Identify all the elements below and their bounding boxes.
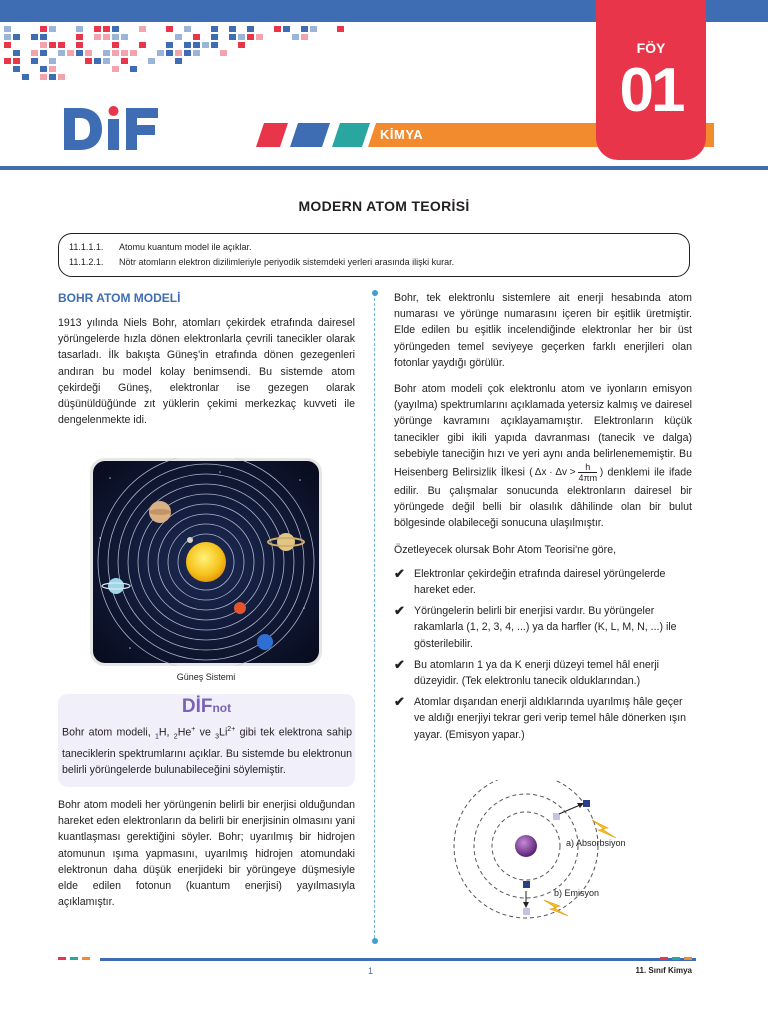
pixel-dot xyxy=(211,42,218,48)
pixel-dot xyxy=(103,34,110,40)
objective-text: Nötr atomların elektron dizilimleriyle periyodik sistemdeki yerleri arasında ilişki kurar. xyxy=(119,257,455,267)
pixel-dot xyxy=(247,26,254,32)
pixel-dot xyxy=(283,26,290,32)
quantization-paragraph: Bohr atom modeli her yörüngenin belirli bir enerjisi olduğundan hareket eden elektronların da belirli bir enerjisinin olmasını yani kuantlaşması gerektiğini söyler. Bohr; uyarılmış bir hidrojen atomunun ışıma yapmasını, uyarılmış hidrojen atomundaki elektronun daha düşük enerjideki bir yörüngeye düşmesiyle elde edilen fotonun (kuantum enerjisi) yayılmasıyla açıklamıştır. xyxy=(58,799,355,909)
pixel-dot xyxy=(40,42,47,48)
absorption-label: a) Absorbsiyon xyxy=(566,838,626,848)
page-title: MODERN ATOM TEORİSİ xyxy=(298,198,470,214)
pixel-dot xyxy=(112,50,119,56)
pixel-dot xyxy=(193,50,200,56)
pixel-dot xyxy=(49,26,56,32)
pixel-dot xyxy=(40,74,47,80)
difnot-logo-main: DİF xyxy=(181,696,213,717)
pixel-dot xyxy=(112,42,119,48)
red-pill-shape xyxy=(256,123,288,147)
pixel-dot xyxy=(22,74,29,80)
pixel-dot xyxy=(256,34,263,40)
energy-paragraph: Bohr, tek elektronlu sistemlere ait enerji hesabında atom numarası ve yörünge numarasını içeren bir eşitlik üretmiştir. Elde edilen bu eşitlik incelendiğinde elektronlar her bir üst yörüngeden temel seviyeye geçerken farklı enerjileri olan fotonlar yaydığı görülür. xyxy=(394,292,692,369)
pixel-dot xyxy=(148,58,155,64)
pixel-dot xyxy=(76,26,83,32)
difnot-text-part: Bohr atom modeli, xyxy=(62,726,155,739)
hydrogen-symbol: H, xyxy=(158,726,174,739)
pixel-dot xyxy=(112,66,119,72)
section-title: BOHR ATOM MODELİ xyxy=(58,291,181,305)
pixel-dot xyxy=(112,26,119,32)
uncertainty-paragraph xyxy=(394,381,692,532)
uncertainty-equation: ( Δx · Δv > $\frac{h}{4\pi m}$ ) xyxy=(529,462,604,484)
pixel-dot xyxy=(103,50,110,56)
difnot-logo-suffix: not xyxy=(212,701,232,715)
pixel-dot xyxy=(40,50,47,56)
emission-label: b) Emisyon xyxy=(554,888,600,898)
pixel-dot xyxy=(49,42,56,48)
left-paragraph-2-wrapper xyxy=(58,797,355,910)
equation-fraction xyxy=(578,462,597,483)
difnot-text-part: gibi tek elektrona sahip taneciklerin spektrumlarını açıklar. Bu sistemde bu elektronun belirli yörüngelerde bulunabileceğini söylemiştir. xyxy=(62,726,353,777)
pixel-dot xyxy=(157,50,164,56)
difnot-box xyxy=(58,694,355,787)
right-column xyxy=(394,290,692,748)
pixel-dot xyxy=(94,26,101,32)
difnot-text xyxy=(62,722,352,778)
pixel-dot xyxy=(94,58,101,64)
objective-code: 11.1.2.1. xyxy=(69,257,104,267)
pixel-dot xyxy=(4,58,11,64)
list-item xyxy=(394,603,692,652)
pixel-dot xyxy=(139,42,146,48)
pixel-dot xyxy=(229,34,236,40)
lithium-atomic-number: 3 xyxy=(215,733,220,741)
dif-logo xyxy=(62,104,162,154)
subject-label: KİMYA xyxy=(380,127,424,142)
check-icon: ✔ xyxy=(394,656,405,672)
pixel-dot xyxy=(13,34,20,40)
pixel-dot xyxy=(58,50,65,56)
pixel-dot xyxy=(49,74,56,80)
pixel-dot xyxy=(49,58,56,64)
pixel-dot xyxy=(274,26,281,32)
foy-tab xyxy=(596,0,706,160)
pixel-dot xyxy=(31,58,38,64)
image-caption: Güneş Sistemi xyxy=(176,672,236,682)
pixel-dot xyxy=(202,42,209,48)
list-item xyxy=(394,657,692,689)
pixel-dot xyxy=(130,50,137,56)
pixel-dot xyxy=(310,26,317,32)
pixel-dot xyxy=(175,58,182,64)
equation-numerator: h xyxy=(578,462,597,473)
pixel-dot xyxy=(85,58,92,64)
divider-dot-bottom xyxy=(372,938,378,944)
pixel-dot xyxy=(193,42,200,48)
pixel-dot xyxy=(184,26,191,32)
pixel-dot xyxy=(31,34,38,40)
pixel-dot xyxy=(211,26,218,32)
pixel-dot xyxy=(238,42,245,48)
pixel-dot xyxy=(301,34,308,40)
footer-dash-right xyxy=(660,956,700,962)
teal-pill-shape xyxy=(332,123,370,147)
pixel-dot xyxy=(76,42,83,48)
list-item xyxy=(394,694,692,743)
pixel-dot xyxy=(58,42,65,48)
pixel-dot xyxy=(103,26,110,32)
foy-number: 01 xyxy=(619,56,683,125)
pixel-dot xyxy=(4,34,11,40)
check-icon: ✔ xyxy=(394,565,405,581)
check-icon: ✔ xyxy=(394,603,405,619)
objective-code: 11.1.1.1. xyxy=(69,242,104,252)
difnot-logo xyxy=(58,696,355,718)
pixel-dot xyxy=(13,66,20,72)
objective-item xyxy=(69,255,689,270)
page-number: 1 xyxy=(368,966,374,976)
pixel-dot xyxy=(193,34,200,40)
pixel-dot xyxy=(175,34,182,40)
pixel-dot xyxy=(121,58,128,64)
objectives-box xyxy=(58,233,690,277)
pixel-dot xyxy=(238,34,245,40)
equation-denominator: 4πm xyxy=(578,473,598,484)
column-divider xyxy=(374,293,375,943)
objective-item xyxy=(69,240,689,255)
list-item xyxy=(394,566,692,598)
solar-system-image xyxy=(90,458,322,666)
objective-text: Atomu kuantum model ile açıklar. xyxy=(119,242,252,252)
pixel-dot xyxy=(13,58,20,64)
left-column xyxy=(58,290,355,428)
pixel-dot xyxy=(121,34,128,40)
pixel-dot xyxy=(337,26,344,32)
nucleus-shape xyxy=(515,835,537,857)
sun-shape xyxy=(186,542,226,582)
list-item-text: Yörüngelerin belirli bir enerjisi vardır. Bu yörüngeler rakamlarla (1, 2, 3, 4, ...) ya da harfler (K, L, M, N, ...) ile gösterilebilir. xyxy=(414,605,677,650)
pixel-dot xyxy=(166,42,173,48)
pixel-dot xyxy=(67,50,74,56)
uncertainty-text-a: Bohr atom modeli çok elektronlu atom ve iyonların emisyon (yayılma) spektrumlarını açıklamada yetersiz kalmış ve dairesel yörünge kavramını açıklayamamıştır. Elektronların küçük tanecikler gibi ikili yapıda davranması (tanecik ve dalga) sebebiyle taneciğin hızı ve yeri aynı anda belirlenememiştir. Bu Heisenberg Belirsizlik İlkesi xyxy=(394,383,692,479)
pixel-dot xyxy=(121,50,128,56)
pixel-dot xyxy=(175,50,182,56)
pixel-dot xyxy=(301,26,308,32)
list-item-text: Atomlar dışarıdan enerji aldıklarında uyarılmış hâle geçer ve aldığı enerjiyi tekrar geri verip temel hâle dönerken ışın yayar. (Emisyon yapar.) xyxy=(414,696,687,741)
helium-symbol: He xyxy=(177,726,192,739)
decorative-pixel-pattern xyxy=(0,22,340,82)
check-icon: ✔ xyxy=(394,694,405,710)
pixel-dot xyxy=(220,50,227,56)
difnot-text-part: ve xyxy=(195,726,216,739)
pixel-dot xyxy=(211,34,218,40)
pixel-dot xyxy=(184,50,191,56)
pixel-dot xyxy=(166,26,173,32)
pixel-dot xyxy=(49,66,56,72)
summary-intro: Özetleyecek olursak Bohr Atom Teorisi'ne göre, xyxy=(394,543,617,556)
pixel-dot xyxy=(76,50,83,56)
pixel-dot xyxy=(31,50,38,56)
pixel-dot xyxy=(166,50,173,56)
pixel-dot xyxy=(40,66,47,72)
helium-atomic-number: 2 xyxy=(173,733,178,741)
pixel-dot xyxy=(4,26,11,32)
bohr-postulates-list xyxy=(394,566,692,743)
pixel-dot xyxy=(103,58,110,64)
helium-charge: + xyxy=(191,726,196,733)
divider-dot-top xyxy=(372,290,378,296)
pixel-dot xyxy=(40,34,47,40)
footer-line xyxy=(100,958,696,961)
pixel-dot xyxy=(40,26,47,32)
pixel-dot xyxy=(112,34,119,40)
hydrogen-atomic-number: 1 xyxy=(154,733,159,741)
pixel-dot xyxy=(139,26,146,32)
foy-label: FÖY xyxy=(636,40,666,56)
pixel-dot xyxy=(229,26,236,32)
pixel-dot xyxy=(184,42,191,48)
pixel-dot xyxy=(58,74,65,80)
pixel-dot xyxy=(94,34,101,40)
list-item-text: Bu atomların 1 ya da K enerji düzeyi temel hâl enerji düzeyidir. (Tek elektronlu tanecik olduklarından.) xyxy=(414,658,659,688)
pixel-dot xyxy=(292,34,299,40)
list-item-text: Elektronlar çekirdeğin etrafında dairesel yörüngelerde hareket eder. xyxy=(414,567,666,597)
footer-grade-label: 11. Sınıf Kimya xyxy=(635,966,692,975)
pixel-dot xyxy=(4,42,11,48)
header-divider xyxy=(0,166,768,170)
lithium-charge: 2+ xyxy=(227,726,236,733)
pixel-dot xyxy=(247,34,254,40)
footer-dash-left xyxy=(58,956,98,962)
pixel-dot xyxy=(85,50,92,56)
dif-logo-graphic xyxy=(62,104,162,154)
pixel-dot xyxy=(13,50,20,56)
pixel-dot xyxy=(76,34,83,40)
atom-absorption-emission-diagram xyxy=(432,780,662,930)
lithium-symbol: Li xyxy=(219,726,228,739)
blue-pill-shape xyxy=(290,123,330,147)
solar-system-illustration xyxy=(90,458,322,666)
intro-paragraph: 1913 yılında Niels Bohr, atomları çekirdek etrafında dairesel yörüngelerde hızla dönen elektronlarla çevrili tanecikler olarak tasarladı. İlk bakışta Güneş'in etrafında dönen gezegenleri andıran bu model kolay benimsendi. Bu sistemde atom çekirdeği Güneş, elektronlar ise gezegen olarak düşünüldüğünde zıt yüklerin çekimi merkezkaç kuvveti ile dengelenmekte idi. xyxy=(58,317,355,427)
uncertainty-text-b: denklemi ile ifade edilir. Bu çalışmalar sonucunda elektronların dairesel bir yörüngede değil belli bir olasılık dâhilinde olan bir bulut bölgesinde olabileceği sonucuna ulaşılmıştır. xyxy=(394,466,692,530)
pixel-dot xyxy=(130,66,137,72)
equation-left: Δx · Δv > xyxy=(534,467,576,479)
